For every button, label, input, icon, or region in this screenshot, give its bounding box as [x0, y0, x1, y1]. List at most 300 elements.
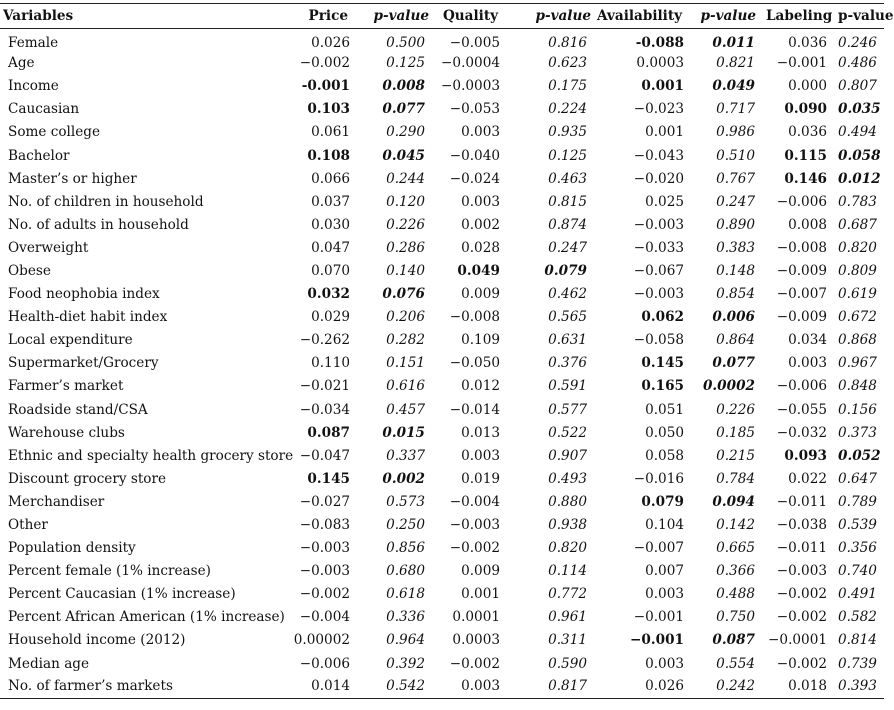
cell-quality-p-value: 0.493 [548, 470, 587, 487]
cell-labeling-p-value: 0.868 [838, 332, 877, 349]
cell-quality: 0.002 [461, 216, 500, 233]
cell-labeling: 0.146 [784, 170, 827, 187]
cell-availability-p-value: 0.077 [712, 355, 755, 372]
cell-price-p-value: 0.076 [382, 286, 425, 303]
cell-availability-p-value: 0.0002 [702, 378, 755, 395]
cell-labeling-p-value: 0.739 [838, 655, 877, 672]
cell-quality: −0.005 [449, 35, 500, 52]
cell-labeling: 0.034 [788, 332, 827, 349]
cell-labeling-p-value: 0.012 [838, 170, 881, 187]
cell-price: 0.087 [307, 424, 350, 441]
variable-name: Percent Caucasian (1% increase) [8, 586, 236, 603]
cell-availability: 0.001 [645, 124, 684, 141]
cell-quality-p-value: 0.874 [548, 216, 587, 233]
table-row [0, 190, 884, 213]
cell-availability-p-value: 0.006 [712, 309, 755, 326]
cell-price: −0.002 [299, 586, 350, 603]
cell-quality-p-value: 0.772 [548, 586, 587, 603]
cell-quality: 0.013 [461, 424, 500, 441]
cell-labeling: 0.003 [788, 355, 827, 372]
cell-price: −0.083 [299, 517, 350, 534]
cell-price: 0.00002 [293, 632, 350, 649]
table-row [0, 629, 884, 652]
cell-availability: 0.079 [641, 493, 684, 510]
cell-price-p-value: 0.282 [386, 332, 425, 349]
cell-quality-p-value: 0.590 [548, 655, 587, 672]
table-row [0, 283, 884, 306]
cell-price: 0.145 [307, 470, 350, 487]
cell-labeling-p-value: 0.789 [838, 493, 877, 510]
cell-quality-p-value: 0.961 [548, 609, 587, 626]
table-row [0, 352, 884, 375]
cell-labeling: −0.055 [776, 401, 827, 418]
cell-labeling-p-value: 0.809 [838, 262, 877, 279]
cell-quality: −0.050 [449, 355, 500, 372]
cell-price: −0.006 [299, 655, 350, 672]
cell-labeling: −0.002 [776, 655, 827, 672]
cell-availability-p-value: 0.366 [716, 563, 755, 580]
cell-availability: −0.033 [633, 239, 684, 256]
cell-quality: −0.0003 [441, 78, 500, 95]
table-row [0, 29, 884, 52]
table-row [0, 52, 884, 75]
cell-labeling-p-value: 0.491 [838, 586, 877, 603]
cell-price: −0.003 [299, 540, 350, 557]
variable-name: Percent African American (1% increase) [8, 609, 285, 626]
variable-name: Health-diet habit index [8, 309, 168, 326]
cell-quality: 0.003 [461, 678, 500, 695]
cell-labeling-p-value: 0.393 [838, 678, 877, 695]
cell-quality: 0.0001 [452, 609, 500, 626]
cell-quality-p-value: 0.175 [548, 78, 587, 95]
cell-labeling: −0.001 [776, 55, 827, 72]
cell-price-p-value: 0.290 [386, 124, 425, 141]
table-row [0, 259, 884, 282]
cell-labeling: 0.036 [788, 35, 827, 52]
cell-labeling-p-value: 0.035 [838, 101, 881, 118]
cell-price-p-value: 0.542 [386, 678, 425, 695]
cell-quality-p-value: 0.463 [548, 170, 587, 187]
header-quality: Quality [442, 8, 498, 24]
header-row [0, 4, 884, 29]
header-price-p-value: p-value [373, 8, 429, 24]
cell-availability-p-value: 0.821 [716, 55, 755, 72]
table-row [0, 398, 884, 421]
cell-availability: −0.023 [633, 101, 684, 118]
table-row [0, 167, 884, 190]
variable-name: Population density [8, 540, 136, 557]
cell-price-p-value: 0.140 [386, 262, 425, 279]
cell-availability: −0.007 [633, 540, 684, 557]
header-availability: Availability [597, 8, 683, 24]
variable-name: Supermarket/Grocery [8, 355, 159, 372]
cell-availability-p-value: 0.215 [716, 447, 755, 464]
variable-name: No. of farmer’s markets [8, 678, 173, 695]
cell-availability: -0.088 [635, 35, 684, 52]
cell-labeling: 0.018 [788, 678, 827, 695]
cell-labeling-p-value: 0.647 [838, 470, 877, 487]
cell-price-p-value: 0.250 [386, 517, 425, 534]
cell-quality: −0.0004 [441, 55, 500, 72]
cell-quality: 0.003 [461, 447, 500, 464]
cell-quality-p-value: 0.311 [548, 632, 587, 649]
variable-name: Master’s or higher [8, 170, 137, 187]
cell-availability-p-value: 0.665 [716, 540, 755, 557]
cell-availability: 0.0003 [636, 55, 684, 72]
cell-price: −0.021 [299, 378, 350, 395]
variable-name: Merchandiser [8, 493, 105, 510]
variable-name: Female [8, 35, 59, 52]
cell-price-p-value: 0.618 [386, 586, 425, 603]
cell-availability-p-value: 0.854 [716, 286, 755, 303]
cell-price-p-value: 0.286 [386, 239, 425, 256]
cell-price-p-value: 0.244 [386, 170, 425, 187]
cell-price: 0.047 [311, 239, 350, 256]
cell-quality-p-value: 0.462 [548, 286, 587, 303]
cell-availability-p-value: 0.185 [716, 424, 755, 441]
cell-labeling: −0.011 [776, 493, 827, 510]
variable-name: Warehouse clubs [8, 424, 125, 441]
cell-availability: −0.001 [633, 609, 684, 626]
cell-quality: −0.002 [449, 655, 500, 672]
cell-labeling-p-value: 0.156 [838, 401, 877, 418]
cell-labeling: −0.002 [776, 586, 827, 603]
cell-labeling: 0.022 [788, 470, 827, 487]
cell-quality-p-value: 0.820 [548, 540, 587, 557]
cell-price-p-value: 0.573 [386, 493, 425, 510]
cell-quality-p-value: 0.816 [548, 35, 587, 52]
cell-quality-p-value: 0.224 [548, 101, 587, 118]
cell-availability: 0.165 [641, 378, 684, 395]
table-row [0, 652, 884, 675]
table-row [0, 467, 884, 490]
cell-price: 0.110 [311, 355, 350, 372]
header-quality-p-value: p-value [535, 8, 591, 24]
table-row [0, 560, 884, 583]
cell-quality: 0.019 [461, 470, 500, 487]
cell-labeling: −0.007 [776, 286, 827, 303]
cell-availability-p-value: 0.510 [716, 147, 755, 164]
cell-price-p-value: 0.457 [386, 401, 425, 418]
cell-price: 0.032 [307, 286, 350, 303]
cell-price-p-value: 0.120 [386, 193, 425, 210]
table-row [0, 583, 884, 606]
cell-availability: 0.050 [645, 424, 684, 441]
cell-price: −0.004 [299, 609, 350, 626]
cell-labeling: 0.008 [788, 216, 827, 233]
cell-price-p-value: 0.500 [386, 35, 425, 52]
cell-quality-p-value: 0.815 [548, 193, 587, 210]
cell-labeling: −0.003 [776, 563, 827, 580]
cell-labeling-p-value: 0.356 [838, 540, 877, 557]
cell-quality-p-value: 0.079 [544, 262, 587, 279]
cell-labeling: −0.0001 [768, 632, 827, 649]
cell-quality: 0.001 [461, 586, 500, 603]
cell-price-p-value: 0.045 [382, 147, 425, 164]
cell-price-p-value: 0.856 [386, 540, 425, 557]
header-availability-p-value: p-value [700, 8, 756, 24]
cell-price-p-value: 0.002 [382, 470, 425, 487]
cell-labeling-p-value: 0.783 [838, 193, 877, 210]
cell-labeling-p-value: 0.486 [838, 55, 877, 72]
table-row [0, 513, 884, 536]
cell-price: 0.108 [307, 147, 350, 164]
table-row [0, 375, 884, 398]
cell-quality: 0.003 [461, 124, 500, 141]
cell-quality-p-value: 0.631 [548, 332, 587, 349]
cell-price: 0.070 [311, 262, 350, 279]
variable-name: Caucasian [8, 101, 80, 118]
cell-labeling: 0.036 [788, 124, 827, 141]
variable-name: Obese [8, 262, 51, 279]
variable-name: Local expenditure [8, 332, 133, 349]
cell-price: 0.029 [311, 309, 350, 326]
cell-price-p-value: 0.392 [386, 655, 425, 672]
header-price: Price [308, 8, 348, 24]
cell-availability: −0.016 [633, 470, 684, 487]
cell-quality-p-value: 0.565 [548, 309, 587, 326]
cell-availability-p-value: 0.142 [716, 517, 755, 534]
cell-labeling-p-value: 0.687 [838, 216, 877, 233]
cell-quality: −0.040 [449, 147, 500, 164]
cell-availability: −0.067 [633, 262, 684, 279]
cell-quality: 0.028 [461, 239, 500, 256]
cell-labeling-p-value: 0.058 [838, 147, 881, 164]
cell-quality: −0.002 [449, 540, 500, 557]
cell-labeling: 0.090 [784, 101, 827, 118]
variable-name: Some college [8, 124, 101, 141]
cell-availability-p-value: 0.226 [716, 401, 755, 418]
table-row [0, 490, 884, 513]
cell-availability: 0.104 [645, 517, 684, 534]
variable-name: Overweight [8, 239, 89, 256]
cell-labeling: −0.032 [776, 424, 827, 441]
cell-quality: 0.009 [461, 286, 500, 303]
variable-name: Household income (2012) [8, 632, 186, 649]
table-row [0, 329, 884, 352]
cell-availability-p-value: 0.242 [716, 678, 755, 695]
variable-name: Other [8, 517, 48, 534]
cell-quality: 0.109 [461, 332, 500, 349]
table-row [0, 75, 884, 98]
variable-name: No. of children in household [8, 193, 204, 210]
cell-price-p-value: 0.206 [386, 309, 425, 326]
cell-price-p-value: 0.008 [382, 78, 425, 95]
cell-quality: 0.012 [461, 378, 500, 395]
cell-availability-p-value: 0.011 [712, 35, 755, 52]
cell-quality-p-value: 0.522 [548, 424, 587, 441]
cell-labeling-p-value: 0.494 [838, 124, 877, 141]
cell-labeling-p-value: 0.814 [838, 632, 877, 649]
cell-price: 0.103 [307, 101, 350, 118]
table-row [0, 98, 884, 121]
cell-labeling: −0.009 [776, 309, 827, 326]
cell-price: 0.030 [311, 216, 350, 233]
cell-price: 0.037 [311, 193, 350, 210]
cell-quality: −0.024 [449, 170, 500, 187]
cell-price: −0.262 [299, 332, 350, 349]
cell-price: 0.026 [311, 35, 350, 52]
cell-availability: 0.062 [641, 309, 684, 326]
header-labeling: Labeling [766, 8, 833, 24]
table-row [0, 421, 884, 444]
header-variables: Variables [3, 8, 74, 24]
cell-availability: 0.001 [641, 78, 684, 95]
cell-quality-p-value: 0.114 [548, 563, 587, 580]
variable-name: Food neophobia index [8, 286, 160, 303]
variable-name: No. of adults in household [8, 216, 189, 233]
cell-labeling-p-value: 0.539 [838, 517, 877, 534]
cell-availability: 0.007 [645, 563, 684, 580]
cell-availability-p-value: 0.554 [716, 655, 755, 672]
cell-availability: 0.025 [645, 193, 684, 210]
table-row [0, 121, 884, 144]
cell-labeling-p-value: 0.807 [838, 78, 877, 95]
cell-price: −0.003 [299, 563, 350, 580]
cell-labeling: 0.115 [784, 147, 827, 164]
table-row [0, 606, 884, 629]
cell-availability-p-value: 0.986 [716, 124, 755, 141]
cell-quality: 0.0003 [452, 632, 500, 649]
cell-price-p-value: 0.337 [386, 447, 425, 464]
cell-quality-p-value: 0.817 [548, 678, 587, 695]
cell-price: −0.002 [299, 55, 350, 72]
cell-quality: −0.004 [449, 493, 500, 510]
cell-labeling: −0.008 [776, 239, 827, 256]
cell-price-p-value: 0.151 [386, 355, 425, 372]
cell-availability-p-value: 0.049 [712, 78, 755, 95]
cell-labeling-p-value: 0.848 [838, 378, 877, 395]
cell-availability-p-value: 0.890 [716, 216, 755, 233]
cell-availability-p-value: 0.148 [716, 262, 755, 279]
cell-quality: −0.053 [449, 101, 500, 118]
variable-name: Farmer’s market [8, 378, 124, 395]
cell-labeling-p-value: 0.672 [838, 309, 877, 326]
cell-price-p-value: 0.616 [386, 378, 425, 395]
cell-availability-p-value: 0.488 [716, 586, 755, 603]
cell-price: 0.014 [311, 678, 350, 695]
cell-labeling: −0.006 [776, 378, 827, 395]
cell-quality: −0.014 [449, 401, 500, 418]
cell-price-p-value: 0.680 [386, 563, 425, 580]
table-row [0, 675, 884, 698]
cell-labeling: 0.093 [784, 447, 827, 464]
cell-labeling-p-value: 0.619 [838, 286, 877, 303]
cell-quality-p-value: 0.623 [548, 55, 587, 72]
table-row [0, 236, 884, 259]
cell-quality: −0.003 [449, 517, 500, 534]
variable-name: Median age [8, 655, 90, 672]
cell-availability: 0.003 [645, 586, 684, 603]
cell-labeling-p-value: 0.740 [838, 563, 877, 580]
cell-labeling-p-value: 0.246 [838, 35, 877, 52]
cell-quality-p-value: 0.591 [548, 378, 587, 395]
cell-availability: −0.001 [630, 632, 684, 649]
cell-availability: 0.051 [645, 401, 684, 418]
cell-price-p-value: 0.226 [386, 216, 425, 233]
cell-price: 0.061 [311, 124, 350, 141]
cell-availability: −0.003 [633, 286, 684, 303]
cell-quality-p-value: 0.935 [548, 124, 587, 141]
cell-availability: 0.058 [645, 447, 684, 464]
cell-availability-p-value: 0.383 [716, 239, 755, 256]
cell-labeling-p-value: 0.820 [838, 239, 877, 256]
cell-price-p-value: 0.125 [386, 55, 425, 72]
cell-quality-p-value: 0.376 [548, 355, 587, 372]
cell-availability-p-value: 0.750 [716, 609, 755, 626]
table-row [0, 444, 884, 467]
variable-name: Percent female (1% increase) [8, 563, 211, 580]
cell-price: −0.047 [299, 447, 350, 464]
cell-price: 0.066 [311, 170, 350, 187]
cell-quality: 0.003 [461, 193, 500, 210]
variable-name: Roadside stand/CSA [8, 401, 148, 418]
cell-labeling: −0.011 [776, 540, 827, 557]
cell-quality-p-value: 0.577 [548, 401, 587, 418]
cell-availability: 0.003 [645, 655, 684, 672]
variable-name: Income [8, 78, 59, 95]
cell-quality-p-value: 0.880 [548, 493, 587, 510]
cell-availability: −0.020 [633, 170, 684, 187]
cell-quality: 0.009 [461, 563, 500, 580]
cell-quality-p-value: 0.125 [548, 147, 587, 164]
variable-name: Discount grocery store [8, 470, 167, 487]
cell-labeling: −0.009 [776, 262, 827, 279]
cell-price: −0.034 [299, 401, 350, 418]
cell-quality-p-value: 0.938 [548, 517, 587, 534]
cell-labeling-p-value: 0.582 [838, 609, 877, 626]
cell-availability-p-value: 0.087 [712, 632, 755, 649]
table-row [0, 144, 884, 167]
regression-table [0, 3, 894, 699]
cell-quality-p-value: 0.907 [548, 447, 587, 464]
cell-labeling: −0.038 [776, 517, 827, 534]
cell-availability-p-value: 0.717 [716, 101, 755, 118]
cell-availability: 0.145 [641, 355, 684, 372]
cell-availability-p-value: 0.784 [716, 470, 755, 487]
cell-labeling: −0.006 [776, 193, 827, 210]
cell-availability: −0.058 [633, 332, 684, 349]
cell-availability: −0.043 [633, 147, 684, 164]
variable-name: Bachelor [8, 147, 70, 164]
cell-availability-p-value: 0.767 [716, 170, 755, 187]
cell-quality-p-value: 0.247 [548, 239, 587, 256]
variable-name: Ethnic and specialty health grocery store [8, 447, 294, 464]
table-row [0, 306, 884, 329]
cell-availability: 0.026 [645, 678, 684, 695]
cell-labeling-p-value: 0.052 [838, 447, 881, 464]
cell-quality: −0.008 [449, 309, 500, 326]
cell-availability-p-value: 0.864 [716, 332, 755, 349]
table-row [0, 537, 884, 560]
cell-price-p-value: 0.077 [382, 101, 425, 118]
cell-price-p-value: 0.336 [386, 609, 425, 626]
cell-price-p-value: 0.015 [382, 424, 425, 441]
cell-labeling: 0.000 [788, 78, 827, 95]
table-body [0, 29, 884, 699]
cell-price-p-value: 0.964 [386, 632, 425, 649]
header-labeling-p-value: p-value [838, 8, 894, 24]
cell-availability: −0.003 [633, 216, 684, 233]
cell-labeling-p-value: 0.373 [838, 424, 877, 441]
cell-price: -0.001 [301, 78, 350, 95]
cell-labeling: −0.002 [776, 609, 827, 626]
cell-availability-p-value: 0.094 [712, 493, 755, 510]
cell-availability-p-value: 0.247 [716, 193, 755, 210]
variable-name: Age [8, 55, 35, 72]
cell-labeling-p-value: 0.967 [838, 355, 877, 372]
table-row [0, 213, 884, 236]
